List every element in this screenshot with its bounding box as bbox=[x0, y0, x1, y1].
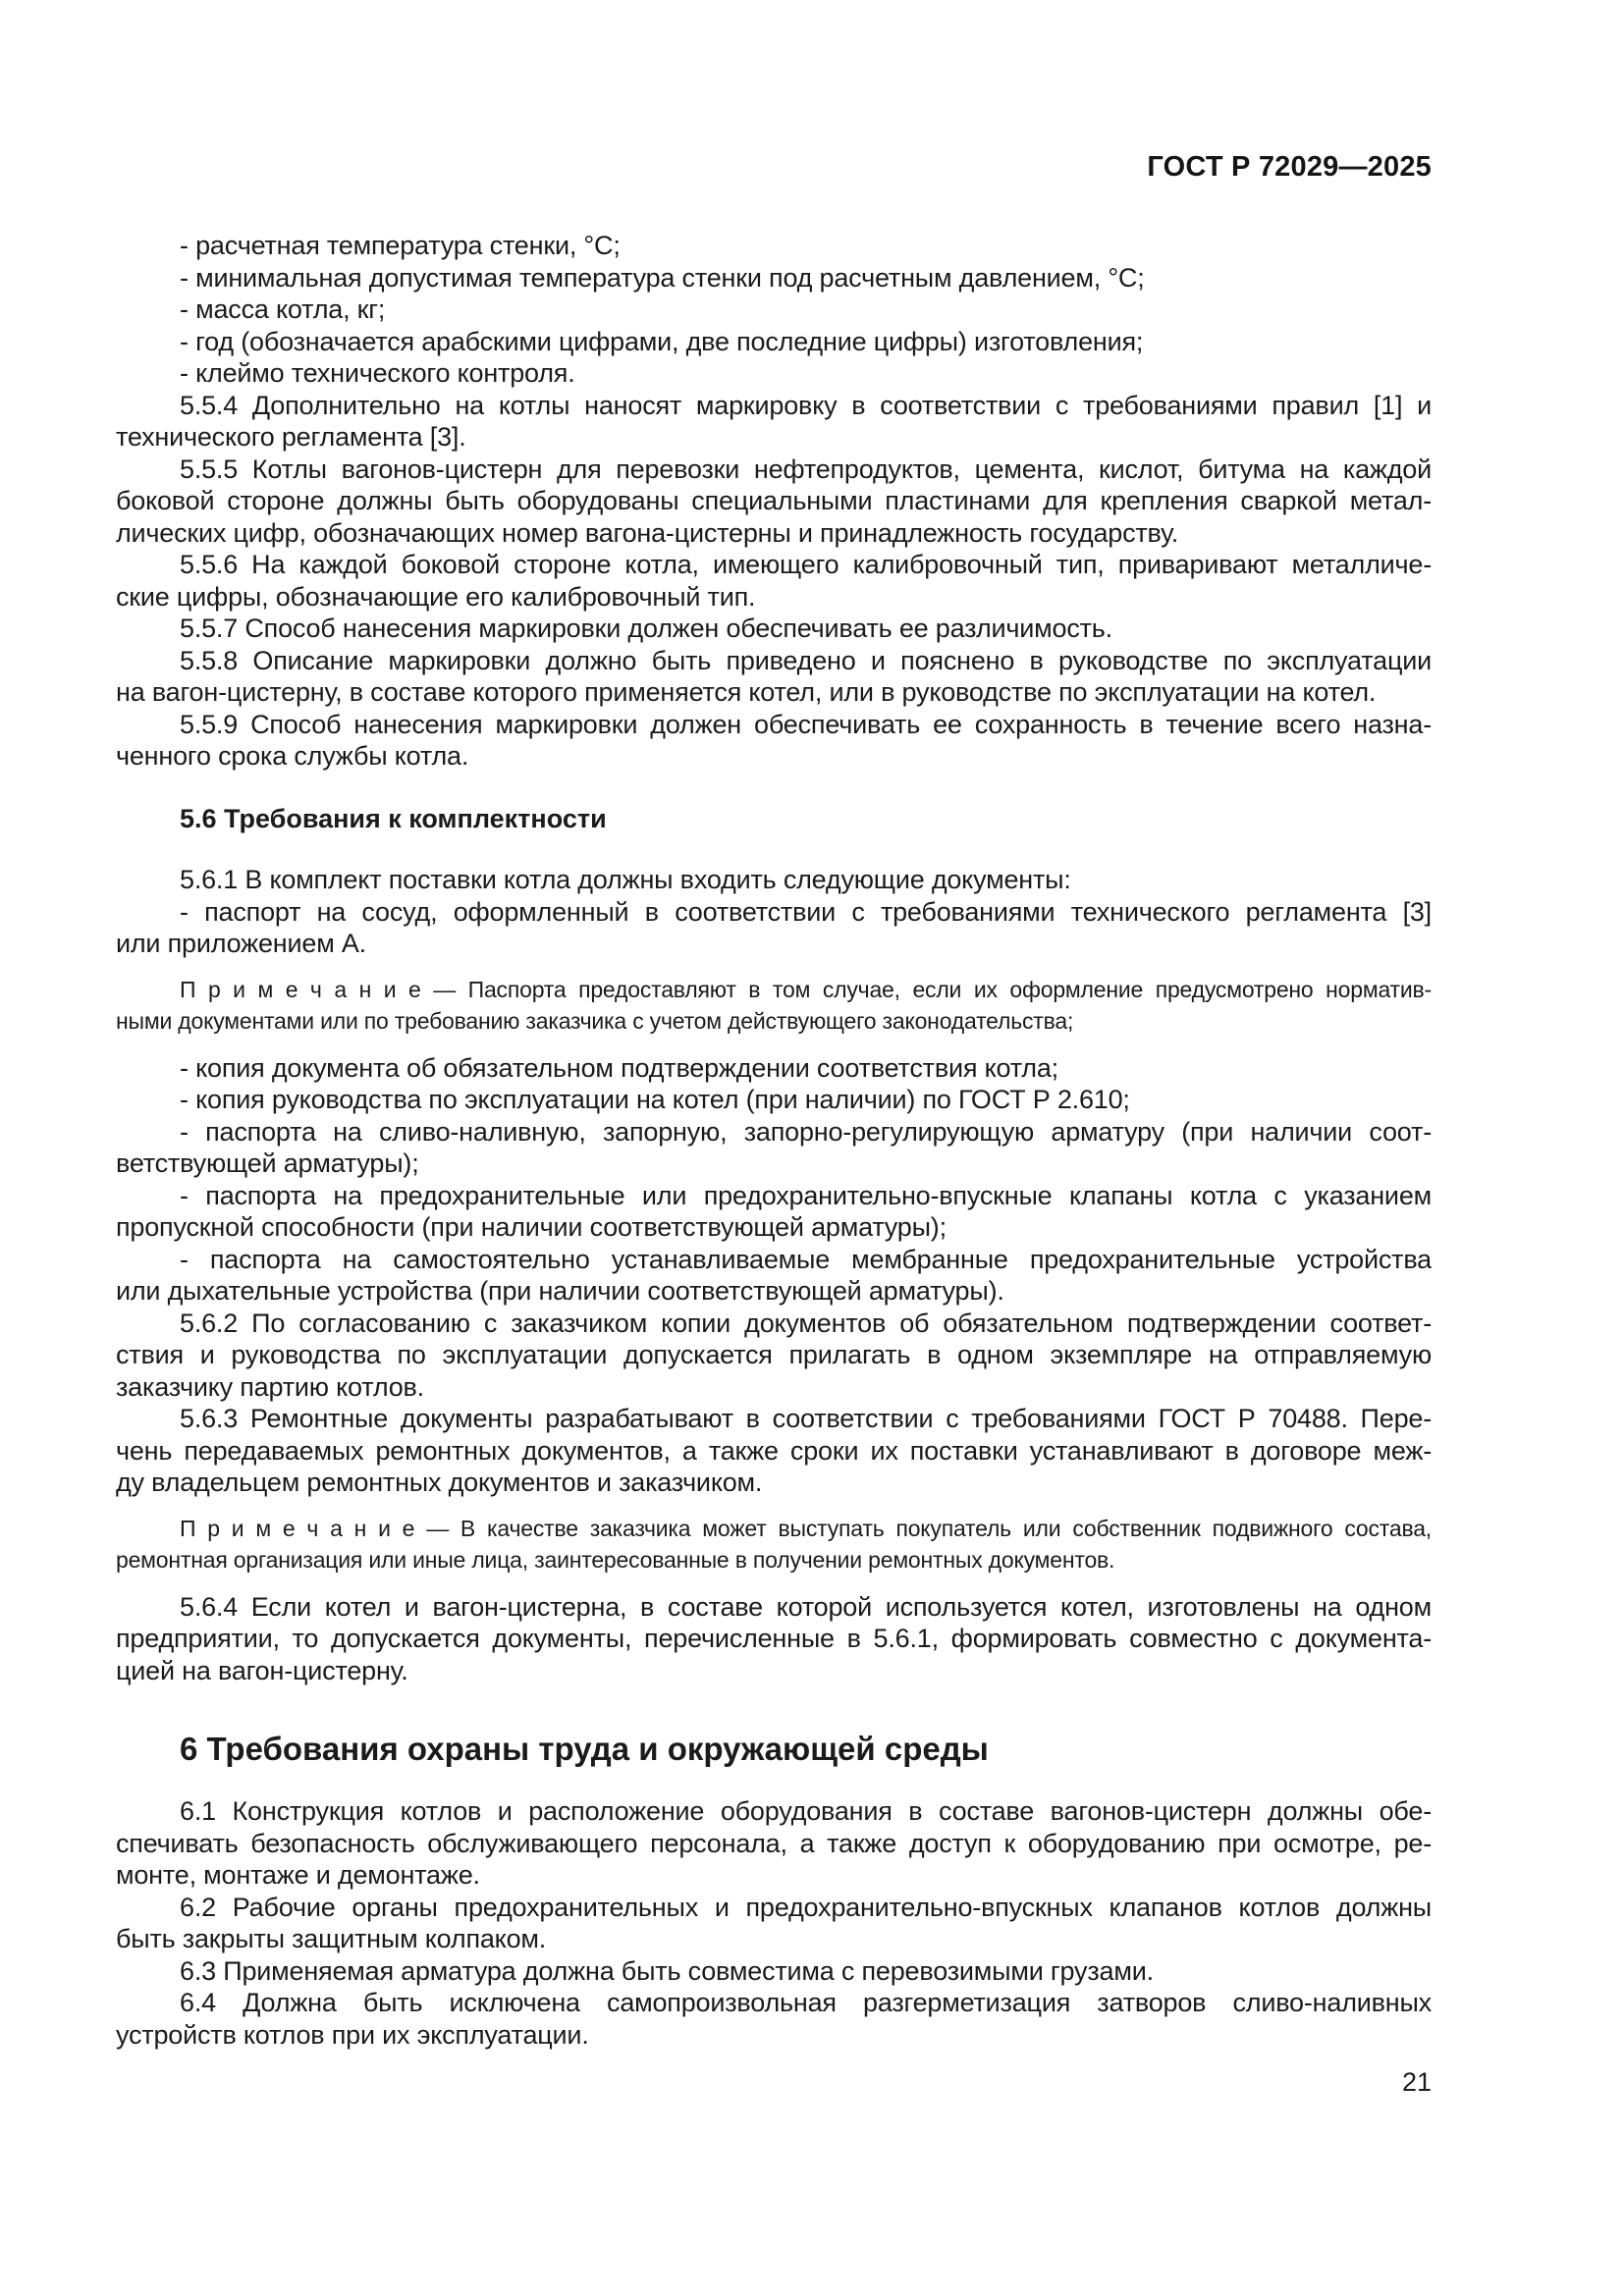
text-line: - год (обозначается арабскими цифрами, две последние цифры) изготовления; bbox=[180, 326, 1144, 356]
text-line: 5.5.6 На каждой боковой стороне котла, имеющего калибровочный тип, приваривают металличе- bbox=[180, 550, 1432, 579]
text-line: 5.5.7 Способ нанесения маркировки должен обеспечивать ее различимость. bbox=[180, 614, 1112, 643]
text-line: 5.5.9 Способ нанесения маркировки должен обеспечивать ее сохранность в течение всего назна- bbox=[180, 709, 1432, 739]
list-item bbox=[116, 357, 1432, 390]
text-line: ремонтная организация или иные лица, заинтересованные в получении ремонтных документов. bbox=[116, 1547, 1115, 1573]
text-line: быть закрыты защитным колпаком. bbox=[116, 1924, 547, 1953]
text-line: 5.6.3 Ремонтные документы разрабатывают в соответствии с требованиями ГОСТ Р 70488. Пере- bbox=[180, 1404, 1432, 1433]
section-heading bbox=[116, 803, 1432, 835]
paragraph bbox=[116, 613, 1432, 645]
text-line: боковой стороне должны быть оборудованы специальными пластинами для крепления сваркой метал- bbox=[116, 486, 1432, 515]
paragraph bbox=[116, 864, 1432, 896]
text-line: 5.6.4 Если котел и вагон-цистерна, в составе которой используется котел, изготовлены на одном bbox=[180, 1591, 1432, 1622]
text-line: предприятии, то допускается документы, перечисленные в 5.6.1, формировать совместно с документа- bbox=[116, 1624, 1432, 1653]
list-item bbox=[116, 230, 1432, 262]
list-item bbox=[116, 896, 1432, 960]
text-line: - паспорта на сливо-наливную, запорную, запорно-регулирующую арматуру (при наличии соот- bbox=[180, 1116, 1432, 1147]
paragraph bbox=[116, 454, 1432, 550]
paragraph bbox=[116, 390, 1432, 454]
list-item bbox=[116, 326, 1432, 358]
text-line: 5.6.1 В комплект поставки котла должны входить следующие документы: bbox=[180, 865, 1071, 894]
list-item bbox=[116, 1180, 1432, 1244]
page-number: 21 bbox=[1401, 2067, 1432, 2097]
list-item bbox=[116, 1052, 1432, 1085]
note-paragraph bbox=[116, 1513, 1432, 1576]
text-line: 6.3 Применяемая арматура должна быть совместима с перевозимыми грузами. bbox=[180, 1955, 1154, 1986]
text-line: на вагон-цистерну, в составе которого применяется котел, или в руководстве по эксплуатации на котел. bbox=[116, 677, 1377, 707]
text-line: - минимальная допустимая температура стенки под расчетным давлением, °С; bbox=[180, 262, 1145, 293]
document-body bbox=[116, 230, 1432, 2051]
text-line: 6 Требования охраны труда и окружающей среды bbox=[180, 1731, 989, 1767]
text-line: пропускной способности (при наличии соответствующей арматуры); bbox=[116, 1212, 947, 1242]
text-line: или приложением А. bbox=[116, 929, 366, 958]
list-item bbox=[116, 1244, 1432, 1308]
text-line: 6.4 Должна быть исключена самопроизвольная разгерметизация затворов сливо-наливных bbox=[180, 1988, 1432, 2017]
paragraph bbox=[116, 1591, 1432, 1687]
section-heading bbox=[116, 1730, 1432, 1769]
text-line: технического регламента [3]. bbox=[116, 422, 466, 452]
text-line: 5.5.4 Дополнительно на котлы наносят маркировку в соответствии с требованиями правил [1] и bbox=[180, 390, 1432, 420]
text-line: монте, монтаже и демонтаже. bbox=[116, 1860, 480, 1890]
text-line: 6.2 Рабочие органы предохранительных и предохранительно-впускных клапанов котлов должны bbox=[180, 1892, 1432, 1922]
text-line: П р и м е ч а н и е — Паспорта предоставляют в том случае, если их оформление предусмотрено норматив- bbox=[180, 976, 1432, 1002]
text-line: - паспорта на самостоятельно устанавливаемые мембранные предохранительные устройства bbox=[180, 1244, 1432, 1274]
list-item bbox=[116, 1084, 1432, 1116]
text-line: 5.5.8 Описание маркировки должно быть приведено и пояснено в руководстве по эксплуатации bbox=[180, 645, 1432, 675]
paragraph bbox=[116, 1403, 1432, 1499]
text-line: устройств котлов при их эксплуатации. bbox=[116, 2019, 589, 2050]
paragraph bbox=[116, 549, 1432, 613]
text-line: - копия документа об обязательном подтверждении соответствия котла; bbox=[180, 1052, 1058, 1083]
text-line: 5.6 Требования к комплектности bbox=[180, 803, 607, 833]
list-item bbox=[116, 262, 1432, 294]
paragraph bbox=[116, 1955, 1432, 1988]
text-line: - копия руководства по эксплуатации на котел (при наличии) по ГОСТ Р 2.610; bbox=[180, 1085, 1130, 1114]
text-line: ские цифры, обозначающие его калибровочный тип. bbox=[116, 581, 756, 612]
paragraph bbox=[116, 1892, 1432, 1955]
paragraph bbox=[116, 1795, 1432, 1892]
text-line: 5.5.5 Котлы вагонов-цистерн для перевозки нефтепродуктов, цемента, кислот, битума на каждой bbox=[180, 454, 1432, 484]
text-line: или дыхательные устройства (при наличии соответствующей арматуры). bbox=[116, 1276, 1004, 1306]
text-line: заказчику партию котлов. bbox=[116, 1371, 424, 1402]
text-line: 5.6.2 По согласованию с заказчиком копии документов об обязательном подтверждении соответ- bbox=[180, 1308, 1432, 1338]
text-line: ствия и руководства по эксплуатации допускается прилагать в одном экземпляре на отправляемую bbox=[116, 1340, 1432, 1369]
text-line: ветствующей арматуры); bbox=[116, 1148, 419, 1178]
list-item bbox=[116, 294, 1432, 326]
text-line: - клеймо технического контроля. bbox=[180, 358, 575, 388]
text-line: ченного срока службы котла. bbox=[116, 741, 469, 771]
paragraph bbox=[116, 1308, 1432, 1404]
text-line: П р и м е ч а н и е — В качестве заказчика может выступать покупатель или собственник подвижного состава, bbox=[180, 1515, 1432, 1541]
list-item bbox=[116, 1116, 1432, 1180]
text-line: ными документами или по требованию заказчика с учетом действующего законодательства; bbox=[116, 1008, 1074, 1034]
text-line: - паспорт на сосуд, оформленный в соответствии с требованиями технического регламента [3] bbox=[180, 896, 1432, 927]
text-line: лических цифр, обозначающих номер вагона-цистерны и принадлежность государству. bbox=[116, 517, 1179, 548]
paragraph bbox=[116, 1987, 1432, 2051]
text-line: ду владельцем ремонтных документов и заказчиком. bbox=[116, 1468, 763, 1497]
text-line: - масса котла, кг; bbox=[180, 294, 386, 324]
text-line: цией на вагон-цистерну. bbox=[116, 1655, 408, 1685]
text-line: - расчетная температура стенки, °С; bbox=[180, 231, 621, 260]
paragraph bbox=[116, 709, 1432, 773]
document-code-header: ГОСТ Р 72029—2025 bbox=[1147, 151, 1432, 183]
paragraph bbox=[116, 645, 1432, 709]
text-line: спечивать безопасность обслуживающего персонала, а также доступ к оборудованию при осмотре, ре- bbox=[116, 1828, 1432, 1858]
text-line: - паспорта на предохранительные или предохранительно-впускные клапаны котла с указанием bbox=[180, 1180, 1432, 1210]
note-paragraph bbox=[116, 974, 1432, 1038]
text-line: чень передаваемых ремонтных документов, а также сроки их поставки устанавливают в договоре меж- bbox=[116, 1435, 1432, 1466]
text-line: 6.1 Конструкция котлов и расположение оборудования в составе вагонов-цистерн должны обе- bbox=[180, 1796, 1432, 1826]
